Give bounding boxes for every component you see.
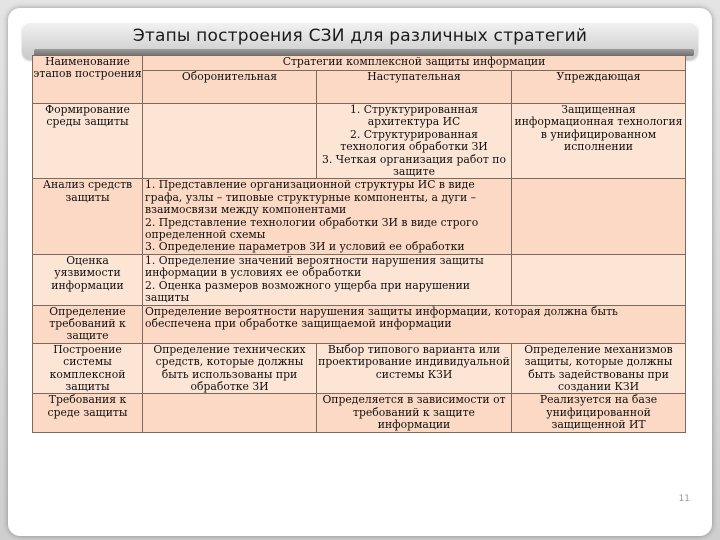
forming-offensive-item-1: 1. Структурированная архитектура ИС <box>350 103 478 129</box>
table-row-building <box>33 343 686 394</box>
environment-preemptive: Реализуется на базе унифицированной защищенной ИТ <box>512 394 686 432</box>
forming-offensive <box>317 104 512 179</box>
forming-preemptive: Защищенная информационная технология в унифицированном исполнении <box>512 104 686 179</box>
forming-offensive-item-3: 3. Четкая организация работ по защите <box>322 152 506 179</box>
requirements-common: Определение вероятности нарушения защиты информации, которая должна быть обеспечена при обработке защищаемой информации <box>143 305 686 343</box>
assessment-common <box>143 254 512 305</box>
forming-offensive-item-2: 2. Структурированная технология обработки ЗИ <box>340 127 488 154</box>
building-offensive: Выбор типового варианта или проектирование индивидуальной системы КЗИ <box>317 343 512 394</box>
table-row-assessment <box>33 254 686 305</box>
analysis-item-3: 3. Определение параметров ЗИ и условий ее обработки <box>145 240 465 254</box>
table-row-analysis <box>33 179 686 254</box>
table-row-requirements <box>33 305 686 343</box>
page-number: 11 <box>678 494 690 504</box>
stage-assessment: Оценка уязвимости информации <box>33 254 143 305</box>
stage-forming: Формирование среды защиты <box>33 104 143 179</box>
header-defensive: Оборонительная <box>143 71 317 104</box>
table-row-environment <box>33 394 686 432</box>
assessment-item-2: 2. Оценка размеров возможного ущерба при нарушении защиты <box>145 278 470 305</box>
environment-defensive <box>143 394 317 432</box>
building-preemptive: Определение механизмов защиты, которые должны быть задействованы при создании КЗИ <box>512 343 686 394</box>
assessment-item-1: 1. Определение значений вероятности нарушения защиты информации в условиях ее обработки <box>145 253 484 280</box>
strategies-table <box>32 55 686 433</box>
header-offensive: Наступательная <box>317 71 512 104</box>
analysis-common <box>143 179 512 254</box>
analysis-item-2: 2. Представление технологии обработки ЗИ в виде строго определенной схемы <box>145 215 479 242</box>
header-stage-name: Наименование этапов построения <box>33 56 143 104</box>
analysis-preemptive <box>512 179 686 254</box>
stage-building: Построение системы комплексной защиты <box>33 343 143 394</box>
assessment-preemptive <box>512 254 686 305</box>
slide-title: Этапы построения СЗИ для различных стратегий <box>132 26 588 46</box>
header-preemptive: Упреждающая <box>512 71 686 104</box>
forming-defensive <box>143 104 317 179</box>
header-strategies-title: Стратегии комплексной защиты информации <box>143 56 686 71</box>
building-defensive: Определение технических средств, которые должны быть использованы при обработке ЗИ <box>143 343 317 394</box>
header-row <box>33 56 686 71</box>
table-row-forming <box>33 104 686 179</box>
stage-environment: Требования к среде защиты <box>33 394 143 432</box>
stage-requirements: Определение требований к защите <box>33 305 143 343</box>
stage-analysis: Анализ средств защиты <box>33 179 143 254</box>
environment-offensive: Определяется в зависимости от требований к защите информации <box>317 394 512 432</box>
analysis-item-1: 1. Представление организационной структуры ИС в виде графа, узлы – типовые структурные компоненты, а дуги – взаимосвязи между компонентами <box>145 178 477 217</box>
